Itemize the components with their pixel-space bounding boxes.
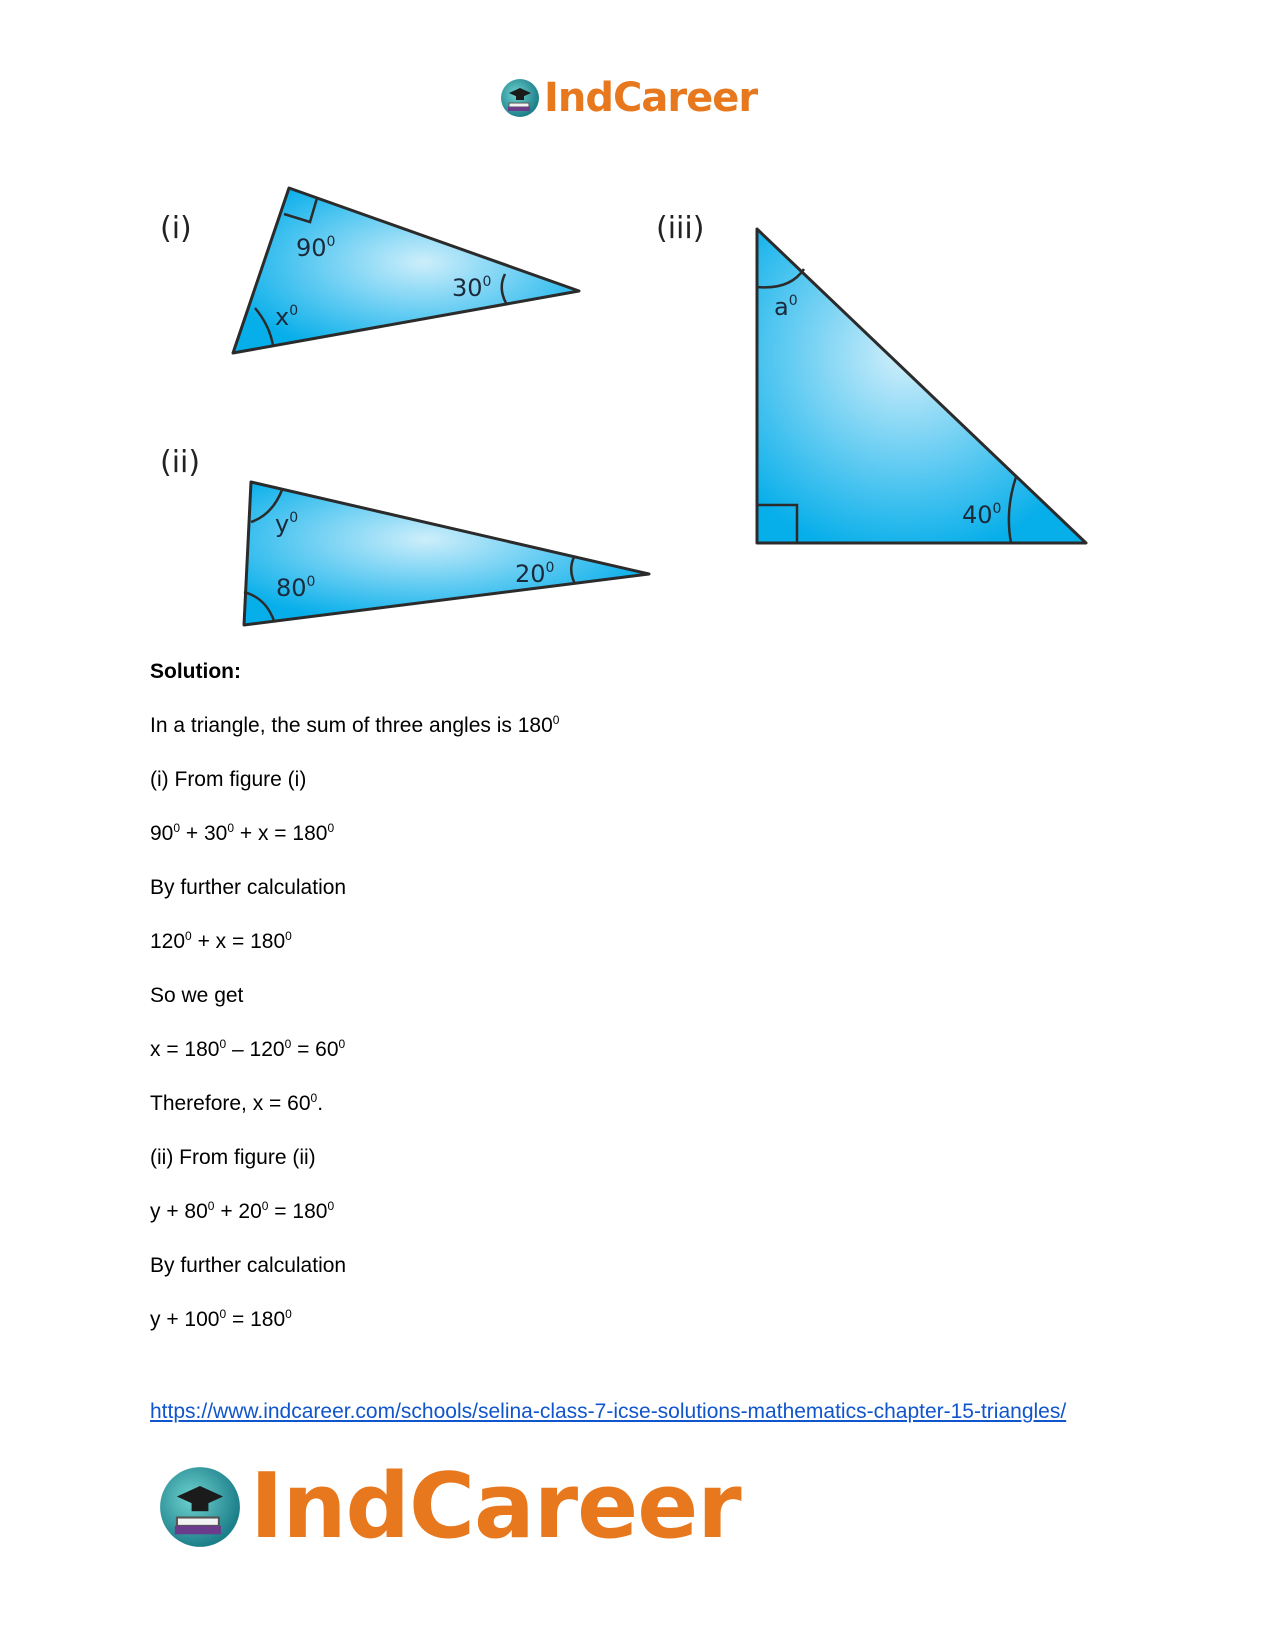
solution-line xyxy=(150,714,1130,738)
figure-ii xyxy=(160,445,649,625)
angle-label-30: 300 xyxy=(452,274,492,302)
triangle-iii xyxy=(757,229,1086,543)
degree-superscript: 0 xyxy=(327,821,335,835)
solution-line xyxy=(150,1092,1130,1116)
solution-line xyxy=(150,768,1130,792)
line-text: + 30 xyxy=(180,822,228,845)
line-text: By further calculation xyxy=(150,876,347,899)
logo-wordmark: IndCareer xyxy=(544,75,758,121)
line-text: y + 100 xyxy=(150,1308,220,1331)
degree-superscript: 0 xyxy=(173,821,181,835)
solution-line xyxy=(150,822,1130,846)
degree-superscript: 0 xyxy=(185,929,192,943)
solution-line xyxy=(150,1200,1130,1224)
line-text: + x = 180 xyxy=(191,930,286,953)
degree-superscript: 0 xyxy=(261,1199,269,1213)
solution-line xyxy=(150,1254,1130,1278)
figure-label: (i) xyxy=(160,211,192,246)
solution-line xyxy=(150,984,1130,1008)
source-link[interactable]: https://www.indcareer.com/schools/selina-class-7-icse-solutions-mathematics-chapter-15-triangles/ xyxy=(150,1400,1067,1423)
line-text: = 180 xyxy=(268,1200,328,1223)
angle-label-80: 800 xyxy=(276,574,316,602)
solution-line xyxy=(150,1146,1130,1170)
line-text: + 20 xyxy=(214,1200,262,1223)
solution-line xyxy=(150,1038,1130,1062)
line-text: = 180 xyxy=(226,1308,286,1331)
solution-lines xyxy=(150,714,1130,1332)
line-text: By further calculation xyxy=(150,1254,347,1277)
degree-superscript: 0 xyxy=(327,1199,335,1213)
degree-superscript: 0 xyxy=(552,713,560,727)
angle-label-x: x0 xyxy=(275,303,299,331)
line-text: = 60 xyxy=(291,1038,339,1061)
figure-iii xyxy=(656,211,1086,543)
solution-line xyxy=(150,930,1130,954)
graduation-cap-book-icon xyxy=(158,1465,242,1549)
line-text: x = 180 xyxy=(150,1038,220,1061)
triangle-figures xyxy=(0,0,1275,640)
triangle-ii xyxy=(244,482,649,625)
line-text: (i) From figure (i) xyxy=(150,768,307,791)
degree-superscript: 0 xyxy=(284,1037,292,1051)
angle-label-90: 900 xyxy=(296,234,336,262)
solution-section xyxy=(150,660,1130,1362)
degree-superscript: 0 xyxy=(338,1037,346,1051)
angle-label-20: 200 xyxy=(515,560,555,588)
line-text: . xyxy=(317,1092,324,1115)
solution-line xyxy=(150,876,1130,900)
degree-superscript: 0 xyxy=(207,1199,215,1213)
degree-superscript: 0 xyxy=(310,1091,318,1105)
line-text: y + 80 xyxy=(150,1200,208,1223)
degree-superscript: 0 xyxy=(285,929,292,943)
degree-superscript: 0 xyxy=(219,1307,227,1321)
line-text: + x = 180 xyxy=(234,822,328,845)
angle-label-a: a0 xyxy=(774,293,798,321)
degree-superscript: 0 xyxy=(219,1037,227,1051)
degree-superscript: 0 xyxy=(285,1307,292,1321)
figure-label: (ii) xyxy=(160,445,201,480)
solution-line xyxy=(150,1308,1130,1332)
line-text: (ii) From figure (ii) xyxy=(150,1146,316,1169)
line-text: In a triangle, the sum of three angles is 180 xyxy=(150,714,553,737)
line-text: So we get xyxy=(150,984,244,1007)
angle-label-y: y0 xyxy=(275,510,299,538)
figure-i xyxy=(160,188,579,353)
line-text: 90 xyxy=(150,822,174,845)
solution-heading: Solution: xyxy=(150,660,241,683)
logo-wordmark: IndCareer xyxy=(250,1454,741,1559)
line-text: Therefore, x = 60 xyxy=(150,1092,311,1115)
line-text: 120 xyxy=(150,930,186,953)
line-text: – 120 xyxy=(226,1038,285,1061)
angle-label-40: 400 xyxy=(962,501,1002,529)
footer-logo xyxy=(158,1454,741,1559)
degree-superscript: 0 xyxy=(227,821,235,835)
figure-label: (iii) xyxy=(656,211,705,246)
